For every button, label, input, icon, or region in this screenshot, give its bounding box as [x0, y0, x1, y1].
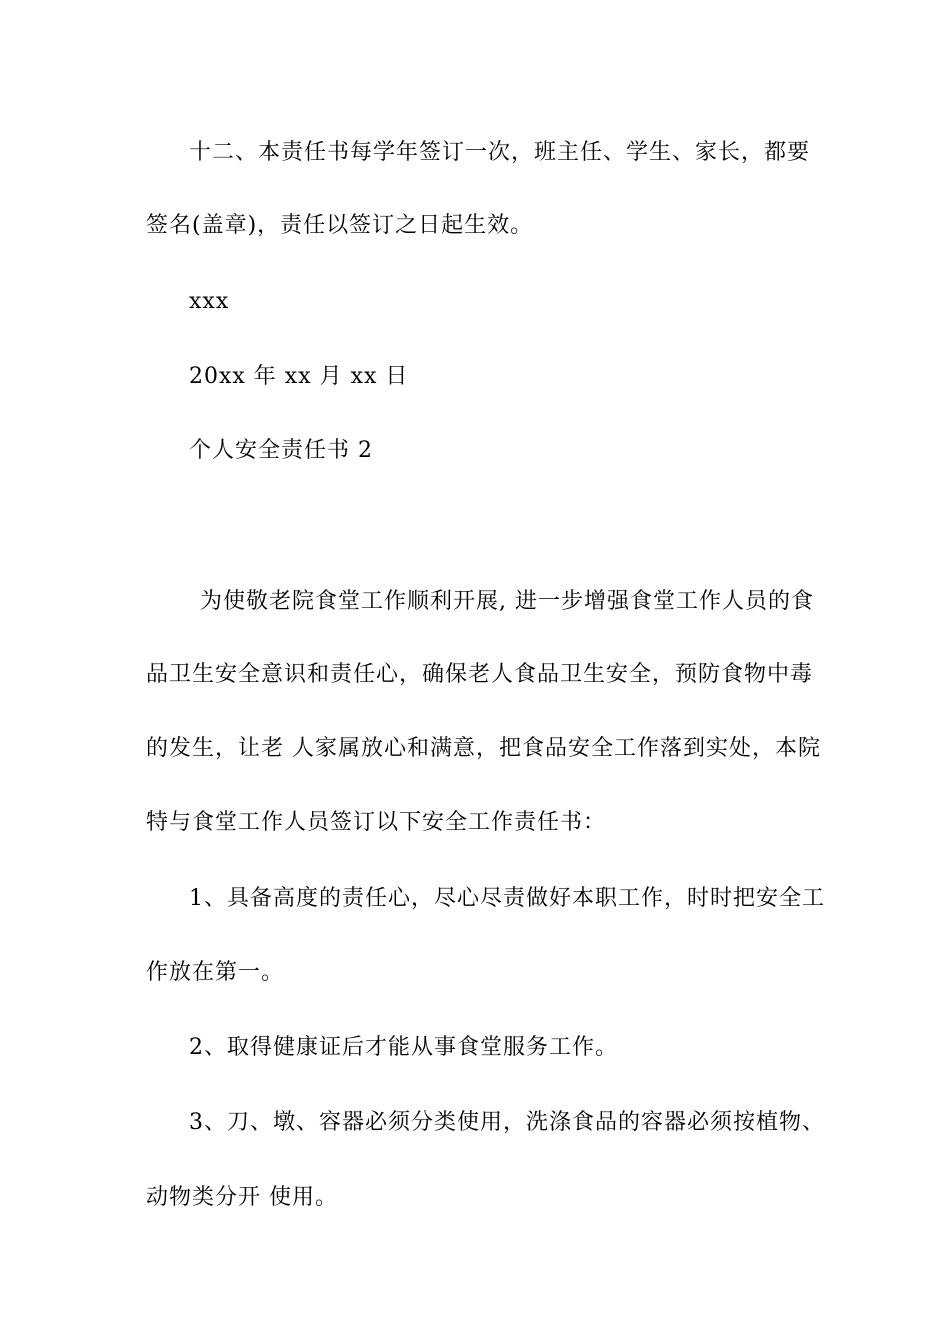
list-item: 2、取得健康证后才能从事食堂服务工作。	[189, 1035, 618, 1060]
signature-date: 20xx 年 xx 月 xx 日	[189, 364, 409, 389]
paragraph-line: 品卫生安全意识和责任心，确保老人食品卫生安全，预防食物中毒	[146, 662, 814, 687]
paragraph-line: 十二、本责任书每学年签订一次，班主任、学生、家长，都要	[189, 140, 811, 165]
paragraph-line: 为使敬老院食堂工作顺利开展, 进一步增强食堂工作人员的食	[200, 589, 814, 614]
list-item: 1、具备高度的责任心，尽心尽责做好本职工作，时时把安全工	[189, 886, 825, 911]
paragraph-line: 的发生，让老 人家属放心和满意，把食品安全工作落到实处，本院	[146, 736, 821, 761]
signature-name: xxx	[189, 289, 230, 314]
paragraph-line: 特与食堂工作人员签订以下安全工作责任书：	[146, 810, 607, 835]
paragraph-line: 签名(盖章)，责任以签订之日起生效。	[146, 213, 534, 238]
list-item: 3、刀、墩、容器必须分类使用，洗涤食品的容器必须按植物、	[189, 1110, 825, 1135]
section-title: 个人安全责任书 2	[189, 438, 373, 463]
list-item-continued: 动物类分开 使用。	[146, 1185, 338, 1210]
list-item-continued: 作放在第一。	[146, 960, 285, 985]
